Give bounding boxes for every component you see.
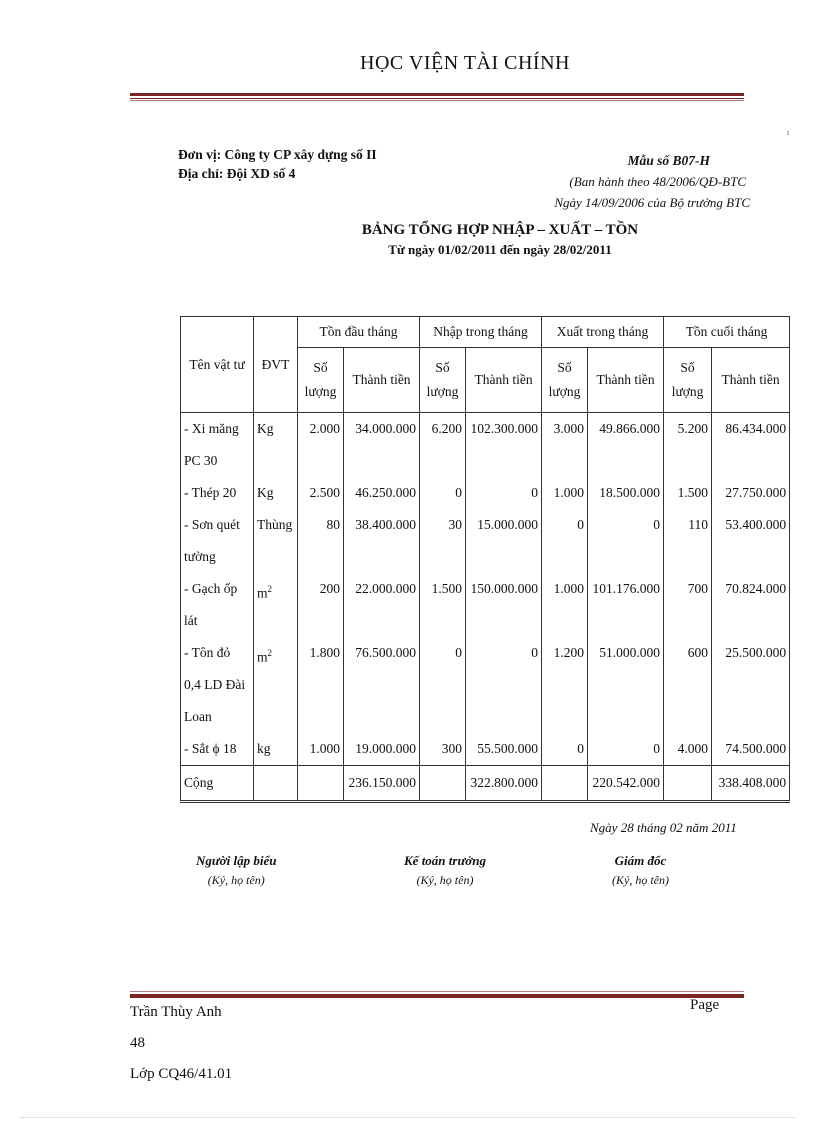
col-header-amount: Thành tiền bbox=[588, 348, 664, 413]
cell-name: - Thép 20 bbox=[181, 477, 254, 509]
company-info bbox=[178, 145, 377, 183]
cell-unit bbox=[254, 637, 298, 733]
form-code: Mẫu số B07-H bbox=[627, 153, 710, 168]
cell-value: 25.500.000 bbox=[712, 637, 790, 733]
cell-name: - Sơn quét tường bbox=[181, 509, 254, 573]
company-address: Địa chỉ: Đội XD số 4 bbox=[178, 166, 296, 181]
group-header-received: Nhập trong tháng bbox=[420, 317, 542, 348]
cell-value: 86.434.000 bbox=[712, 413, 790, 478]
col-header-qty: Số lượng bbox=[298, 348, 344, 413]
cell-value: 0 bbox=[542, 509, 588, 573]
cell-unit: Kg bbox=[254, 477, 298, 509]
document-title: BẢNG TỔNG HỢP NHẬP – XUẤT – TỒN bbox=[361, 222, 639, 238]
cell-value: 49.866.000 bbox=[588, 413, 664, 478]
cell-value: 22.000.000 bbox=[344, 573, 420, 637]
cell-value: 5.200 bbox=[664, 413, 712, 478]
cell-value: 0 bbox=[588, 733, 664, 766]
total-value bbox=[542, 766, 588, 802]
cell-value: 700 bbox=[664, 573, 712, 637]
cell-value: 600 bbox=[664, 637, 712, 733]
cell-value: 102.300.000 bbox=[466, 413, 542, 478]
table-row bbox=[181, 637, 790, 733]
company-unit: Đơn vị: Công ty CP xây dựng số II bbox=[178, 147, 377, 162]
cell-value: 1.200 bbox=[542, 637, 588, 733]
cell-unit: Thùng bbox=[254, 509, 298, 573]
cell-value: 3.000 bbox=[542, 413, 588, 478]
preparer-hint: (Ký, họ tên) bbox=[207, 873, 265, 887]
cell-value: 150.000.000 bbox=[466, 573, 542, 637]
col-header-qty: Số lượng bbox=[542, 348, 588, 413]
header-rule bbox=[130, 93, 744, 101]
total-label: Cộng bbox=[181, 766, 254, 802]
cell-value: 19.000.000 bbox=[344, 733, 420, 766]
form-issued-by: (Ban hành theo 48/2006/QĐ-BTC bbox=[569, 174, 746, 189]
page-header-title: HỌC VIỆN TÀI CHÍNH bbox=[360, 52, 570, 74]
footer-author: Trần Thùy Anh bbox=[130, 1004, 222, 1020]
col-header-qty: Số lượng bbox=[664, 348, 712, 413]
cell-value: 0 bbox=[420, 477, 466, 509]
total-value: 220.542.000 bbox=[588, 766, 664, 802]
signature-preparer bbox=[196, 853, 277, 888]
cell-unit: Kg bbox=[254, 413, 298, 478]
table-header-row-groups bbox=[181, 317, 790, 348]
cell-value: 2.500 bbox=[298, 477, 344, 509]
cell-unit bbox=[254, 573, 298, 637]
cell-value: 0 bbox=[466, 477, 542, 509]
col-header-amount: Thành tiền bbox=[344, 348, 420, 413]
table-total-row bbox=[181, 766, 790, 802]
group-header-issued: Xuất trong tháng bbox=[542, 317, 664, 348]
footer-page-number: 48 bbox=[130, 1035, 145, 1051]
col-header-unit: ĐVT bbox=[254, 317, 298, 413]
cell-unit: kg bbox=[254, 733, 298, 766]
cell-value: 18.500.000 bbox=[588, 477, 664, 509]
cell-value: 46.250.000 bbox=[344, 477, 420, 509]
document-period: Từ ngày 01/02/2011 đến ngày 28/02/2011 bbox=[388, 242, 612, 257]
cell-value: 200 bbox=[298, 573, 344, 637]
cell-value: 0 bbox=[588, 509, 664, 573]
cell-value: 6.200 bbox=[420, 413, 466, 478]
form-info bbox=[554, 150, 750, 213]
page-footer bbox=[130, 997, 232, 1090]
form-issued-date: Ngày 14/09/2006 của Bộ trưởng BTC bbox=[554, 195, 750, 210]
table-row bbox=[181, 477, 790, 509]
inventory-table bbox=[180, 316, 790, 803]
table-row bbox=[181, 573, 790, 637]
cell-value: 101.176.000 bbox=[588, 573, 664, 637]
total-value: 236.150.000 bbox=[344, 766, 420, 802]
cell-value: 27.750.000 bbox=[712, 477, 790, 509]
cell-name: - Tôn đỏ 0,4 LD Đài Loan bbox=[181, 637, 254, 733]
total-value: 322.800.000 bbox=[466, 766, 542, 802]
cell-name: - Xi măng PC 30 bbox=[181, 413, 254, 478]
cell-value: 53.400.000 bbox=[712, 509, 790, 573]
col-header-amount: Thành tiền bbox=[712, 348, 790, 413]
cell-value: 1.500 bbox=[420, 573, 466, 637]
cell-value: 55.500.000 bbox=[466, 733, 542, 766]
cell-value: 1.800 bbox=[298, 637, 344, 733]
cell-value: 0 bbox=[466, 637, 542, 733]
unit-text: m bbox=[257, 649, 268, 665]
cell-name: - Gạch ốp lát bbox=[181, 573, 254, 637]
col-header-name: Tên vật tư bbox=[181, 317, 254, 413]
cell-value: 110 bbox=[664, 509, 712, 573]
cell-value: 1.500 bbox=[664, 477, 712, 509]
table-row bbox=[181, 733, 790, 766]
footer-class: Lớp CQ46/41.01 bbox=[130, 1066, 233, 1082]
unit-text: m bbox=[257, 585, 268, 601]
cell-value: 1.000 bbox=[298, 733, 344, 766]
table-row bbox=[181, 509, 790, 573]
signature-chief-accountant bbox=[404, 853, 486, 888]
cell-value: 76.500.000 bbox=[344, 637, 420, 733]
cell-value: 1.000 bbox=[542, 477, 588, 509]
preparer-role: Người lập biểu bbox=[196, 853, 277, 868]
director-role: Giám đốc bbox=[614, 853, 667, 868]
col-header-amount: Thành tiền bbox=[466, 348, 542, 413]
cell-value: 74.500.000 bbox=[712, 733, 790, 766]
cell-name: - Sắt ϕ 18 bbox=[181, 733, 254, 766]
cell-value: 4.000 bbox=[664, 733, 712, 766]
unit-superscript: 2 bbox=[267, 584, 273, 594]
cell-value: 34.000.000 bbox=[344, 413, 420, 478]
col-header-qty: Số lượng bbox=[420, 348, 466, 413]
total-value bbox=[420, 766, 466, 802]
cell-value: 300 bbox=[420, 733, 466, 766]
cell-value: 30 bbox=[420, 509, 466, 573]
director-hint: (Ký, họ tên) bbox=[612, 873, 669, 887]
group-header-closing: Tồn cuối tháng bbox=[664, 317, 790, 348]
unit-superscript: 2 bbox=[267, 648, 273, 658]
footer-page-label: Page bbox=[690, 997, 720, 1013]
cell-value: 0 bbox=[420, 637, 466, 733]
signature-director bbox=[612, 853, 669, 888]
total-value: 338.408.000 bbox=[712, 766, 790, 802]
cell-value: 15.000.000 bbox=[466, 509, 542, 573]
signature-date: Ngày 28 tháng 02 năm 2011 bbox=[590, 820, 737, 835]
cell-value: 51.000.000 bbox=[588, 637, 664, 733]
cell-value: 80 bbox=[298, 509, 344, 573]
group-header-opening: Tồn đầu tháng bbox=[298, 317, 420, 348]
table-row bbox=[181, 413, 790, 478]
chief-accountant-role: Kế toán trưởng bbox=[404, 853, 486, 868]
page-edge-divider bbox=[20, 1117, 796, 1118]
total-value bbox=[664, 766, 712, 802]
total-value bbox=[298, 766, 344, 802]
cell-value: 70.824.000 bbox=[712, 573, 790, 637]
cell-value: 2.000 bbox=[298, 413, 344, 478]
total-unit-empty bbox=[254, 766, 298, 802]
cell-value: 0 bbox=[542, 733, 588, 766]
cell-value: 1.000 bbox=[542, 573, 588, 637]
chief-accountant-hint: (Ký, họ tên) bbox=[416, 873, 474, 887]
cell-value: 38.400.000 bbox=[344, 509, 420, 573]
margin-mark: ı bbox=[787, 128, 790, 137]
